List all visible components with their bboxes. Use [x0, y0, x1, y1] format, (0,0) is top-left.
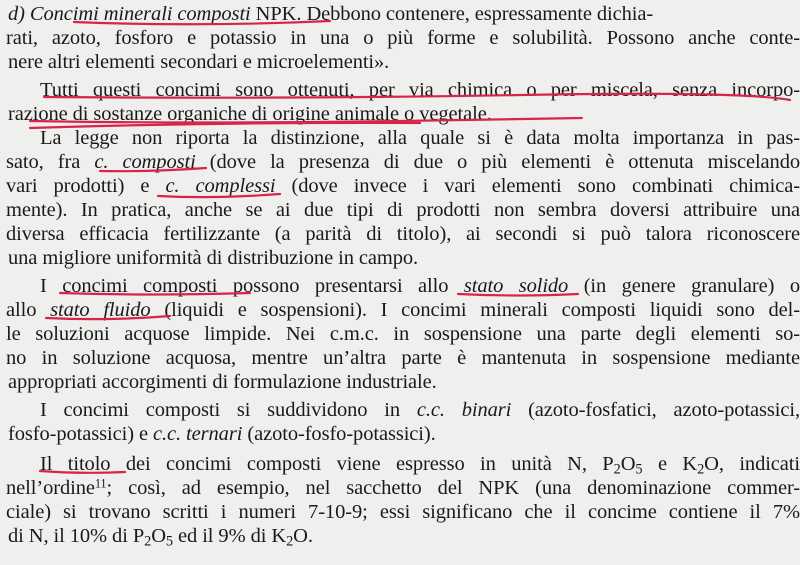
p5-line-1-post: (azoto-fosfatici, azoto-potassici, [528, 399, 800, 421]
p5-line-1 [40, 398, 800, 422]
term-c-composti: c. composti [94, 151, 196, 173]
p2-line-1: Tutti questi concimi sono ottenuti, per via chimica o per miscela, senza incorpo- [40, 79, 800, 101]
p6-line-2 [6, 476, 800, 500]
subscript: 5 [165, 533, 173, 550]
p6-line-2-pre: nell’ordine [6, 477, 95, 499]
footnote-ref: 11 [94, 476, 107, 491]
p4-line-3: le soluzioni acquose limpide. Nei c.m.c. in sospensione una parte degli elementi so- [6, 323, 800, 345]
p3-line-1: La legge non riporta la distinzione, alla quale si è data molta importanza in pas- [40, 127, 800, 149]
term-stato-solido: stato solido [463, 275, 569, 297]
p6-line-4 [8, 524, 800, 548]
p5-line-2 [8, 422, 800, 446]
p6-line-2-post: ; così, ad esempio, nel sacchetto del NPK (una denominazione commer- [106, 477, 800, 499]
term-stato-fluido: stato fluido [50, 299, 151, 321]
p6-line-1 [40, 452, 800, 476]
p6-line-1-post: O, indicati [704, 453, 800, 475]
p4-line-4: no in soluzione acquosa, mentre un’altra parte è mantenuta in sospensione mediante [6, 347, 800, 369]
chem-o: O [620, 453, 636, 475]
p2-line-2: razione di sostanze organiche di origine animale o vegetale. [8, 103, 492, 125]
subscript: 2 [144, 533, 152, 550]
list-marker: d) [8, 3, 25, 25]
p3-line-5: diversa efficacia fertilizzante (a parità di titolo), ai secondi si può talora riconoscere [6, 223, 800, 245]
p1-line-2: rati, azoto, fosforo e potassio in una o più forme e solubilità. Possono anche conte- [6, 27, 800, 49]
p4-line-1-post: (in genere granulare) o [583, 275, 800, 297]
p5-line-1-pre: I concimi composti si suddividono in [40, 399, 401, 421]
subscript: 2 [286, 533, 294, 550]
chem-o: O [151, 525, 166, 547]
section-title: Concimi minerali composti [29, 3, 251, 25]
p6-line-3: ciale) si trovano scritti i numeri 7-10-9; essi significano che il concime contiene il 7% [6, 501, 800, 523]
p3-line-3-post: (dove invece i vari elementi sono combinati chimica- [291, 175, 800, 197]
p6-line-4-post: ed il 9% di K [178, 525, 287, 547]
term-c-complessi: c. complessi [165, 175, 276, 197]
p3-line-4: mente). In pratica, anche se ai due tipi di prodotti non sembra doversi attribuire una [6, 199, 800, 221]
chem-k: e K [657, 453, 698, 475]
p4-line-2 [6, 298, 800, 322]
term-cc-binari: c.c. binari [416, 399, 512, 421]
p3-line-3 [6, 174, 800, 198]
p6-line-4-pre: di N, il 10% di P [8, 525, 145, 547]
p3-line-2 [6, 150, 800, 174]
p3-line-3-pre: vari prodotti) e [6, 175, 150, 197]
p4-line-1 [40, 274, 800, 298]
p1-line-1-text: Debbono contenere, espressamente dichia- [306, 3, 654, 25]
p5-line-2-pre: fosfo-potassici) e [8, 423, 148, 445]
p1-line-1 [8, 2, 800, 26]
term-cc-ternari: c.c. ternari [152, 423, 243, 445]
p6-line-4-end: O. [293, 525, 313, 547]
subscript: 5 [635, 461, 643, 478]
p6-line-1-pre: Il titolo dei concimi composti viene espresso in unità N, P [40, 453, 614, 475]
p3-line-2-post: (dove la presenza di due o più elementi è ottenuta miscelando [209, 151, 800, 173]
subscript: 2 [613, 461, 621, 478]
p3-line-6: una migliore uniformità di distribuzione in campo. [8, 247, 419, 269]
p5-line-2-post: (azoto-fosfo-potassici). [247, 423, 436, 445]
p1-line-3: nere altri elementi secondari e microelementi». [8, 51, 390, 73]
p3-line-2-pre: sato, fra [6, 151, 81, 173]
p4-line-2-post: (liquidi e sospensioni). I concimi minerali composti liquidi sono del- [164, 299, 800, 321]
npk-label: NPK. [255, 3, 302, 25]
p4-line-5: appropriati accorgimenti di formulazione industriale. [8, 371, 437, 393]
p4-line-1-pre: I concimi composti possono presentarsi allo [40, 275, 449, 297]
p4-line-2-pre: allo [6, 299, 37, 321]
subscript: 2 [697, 461, 705, 478]
